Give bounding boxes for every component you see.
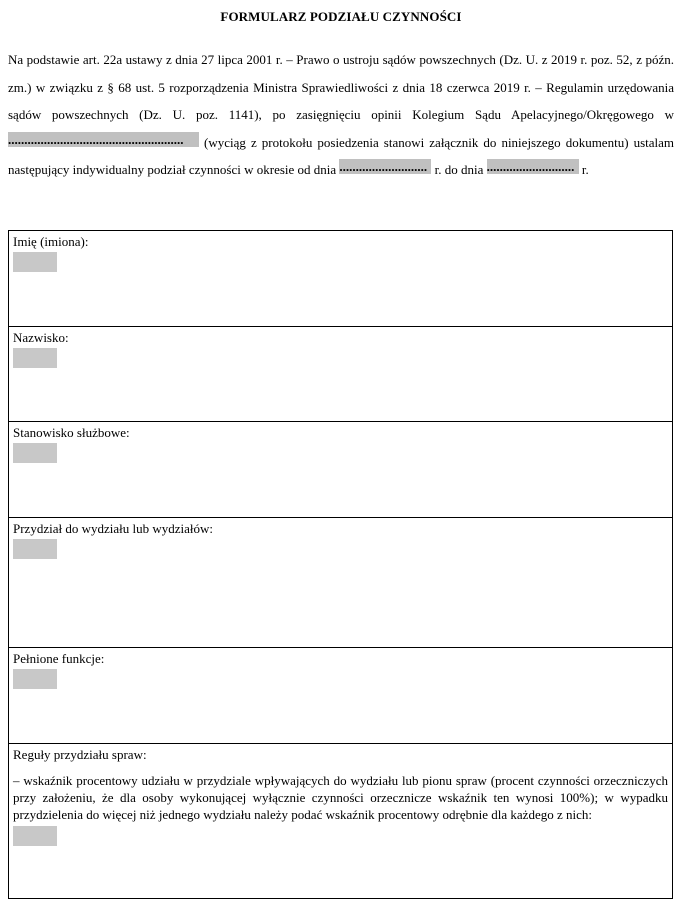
department-cell [9,518,673,648]
intro-text-1: Na podstawie art. 22a ustawy z dnia 27 lipca 2001 r. – Prawo o ustroju sądów powszechnych (Dz. U. z 2019 r. poz. 52, z późn. zm.) w związku z § 68 ust. 5 rozporządzenia Ministra Sprawiedliwości z dnia 18 czerwca 2019 r. – Regulamin urzędowania sądów powszechnych (Dz. U. poz. 1141), po zasięgnięciu opinii Kolegium Sądu Apelacyjnego/Okręgowego w [8,52,674,122]
first-name-input[interactable] [13,252,57,272]
department-label: Przydział do wydziału lub wydziałów: [13,521,214,536]
form-title: FORMULARZ PODZIAŁU CZYNNOŚCI [220,9,462,24]
position-input[interactable] [13,443,57,463]
intro-text-3: r. do dnia [431,162,487,177]
college-location-field[interactable]: ...................................................... [8,132,199,147]
date-to-field[interactable]: ........................... [487,159,579,174]
first-name-cell [9,231,673,327]
intro-text-4: r. [578,162,589,177]
table-row [9,231,673,327]
date-from-field[interactable]: ........................... [339,159,431,174]
functions-cell [9,648,673,744]
table-row [9,648,673,744]
position-label: Stanowisko służbowe: [13,425,130,440]
department-input[interactable] [13,539,57,559]
intro-paragraph [8,46,674,184]
table-row [9,518,673,648]
last-name-label: Nazwisko: [13,330,69,345]
functions-input[interactable] [13,669,57,689]
last-name-cell [9,327,673,422]
table-row [9,327,673,422]
rules-input[interactable] [13,826,57,846]
rules-cell [9,744,673,899]
table-row [9,422,673,518]
last-name-input[interactable] [13,348,57,368]
first-name-label: Imię (imiona): [13,234,89,249]
assignment-form-table [8,230,673,899]
intro-text-2: (wyciąg z protokołu posiedzenia stanowi załącznik do niniejszego dokumentu) ustalam następujący indywidualny podział czynności w okresie od dnia [8,134,674,177]
rules-description: – wskaźnik procentowy udziału w przydziale wpływających do wydziału lub pionu spraw (procent czynności orzeczniczych przy założeniu, że dla osoby wykonującej wyłącznie czynności orzecznicze wskaźnik ten wynosi 100%); w wypadku przydzielenia do więcej niż jednego wydziału należy podać wskaźnik procentowy odrębnie dla każdego z nich: [13,773,668,822]
rules-label: Reguły przydziału spraw: [13,747,147,762]
functions-label: Pełnione funkcje: [13,651,105,666]
position-cell [9,422,673,518]
table-row [9,744,673,899]
